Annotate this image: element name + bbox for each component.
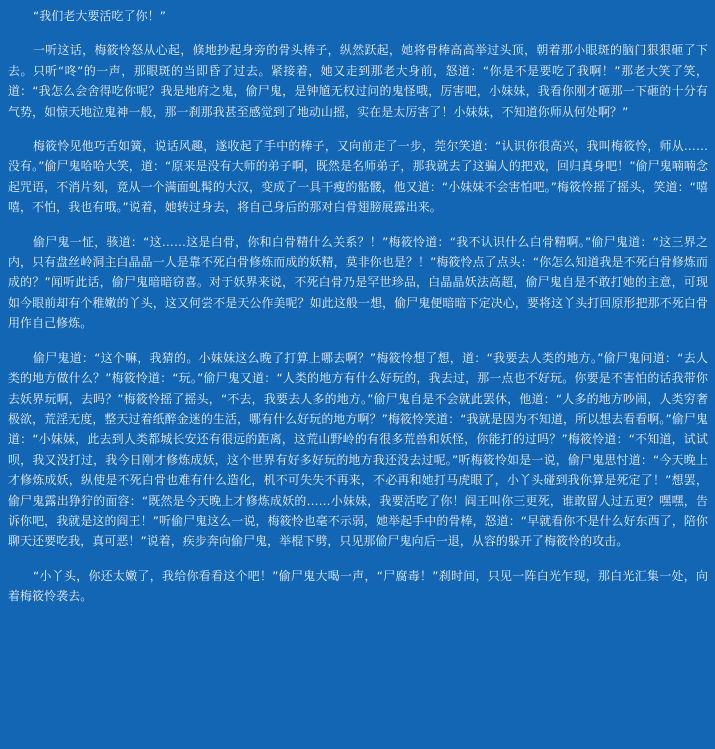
story-paragraph-2: 一听这话，梅筱怜怒从心起，倏地抄起身旁的骨头棒子，纵然跃起，她将骨棒高高举过头顶，朝着那小眼斑的脑门狠狠砸了下去。只听“咚”的一声，那眼斑的当即昏了过去。紧接着，她又走到那老大身前，怒道：“你是不是要吃了我啊！”那老大笑了笑，道：“我怎么会舍得吃你呢？我是地府之鬼，偷尸鬼，是钟馗无权过问的鬼怪哦，厉害吧，小妹妹，我看你刚才砸那一下砸的十分有气势，如惊天地泣鬼神一般，那一刹那我甚至感觉到了地动山摇，实在是太厉害了！小妹妹，不知道你师从何处啊？”	[8, 43, 708, 119]
story-paragraph-4: 偷尸鬼一怔，骇道：“这……这是白骨，你和白骨精什么关系？！”梅筱怜道：“我不认识什么白骨精啊。”偷尸鬼道：“这三界之内，只有盘丝岭洞主白晶晶一人是靠不死白骨修炼而成的妖精，莫非你也是？！”梅筱怜点了点头：“你怎么知道我是不死白骨修炼而成的？”闻听此话，偷尸鬼暗暗窃喜。对于妖界来说，不死白骨乃是罕世珍品，白晶晶妖法高超，偷尸鬼自是不敢打她的主意，可现如今眼前却有个稚嫩的丫头，这又何尝不是天公作美呢？如此这般一想，偷尸鬼便暗暗下定决心，要将这丫头打回原形把那不死白骨用作自己修炼。	[8, 234, 708, 331]
story-paragraph-5: 偷尸鬼道：“这个嘛，我猜的。小妹妹这么晚了打算上哪去啊？”梅筱怜想了想，道：“我要去人类的地方。”偷尸鬼问道：“去人类的地方做什么？”梅筱怜道：“玩。”偷尸鬼又道：“人类的地方有什么好玩的，我去过，那一点也不好玩。你要是不害怕的话我带你去妖界玩啊，去吗？”梅筱怜摇了摇头，“不去，我要去人多的地方。”偷尸鬼自是不会就此罢休，他道：“人多的地方吵闹，人类穷奢极欲，荒淫无度，整天过着纸醉金迷的生活，哪有什么好玩的地方啊？”梅筱怜笑道：“我就是因为不知道，所以想去看看啊。”偷尸鬼道：“小妹妹，此去到人类都城长安还有很远的距离，这荒山野岭的有很多荒兽和妖怪，你能打的过吗？”梅筱怜道：“不知道，试试呗，我又没打过，我今日刚才修炼成妖，这个世界有好多好玩的地方我还没去过呢。”听梅筱怜如是一说，偷尸鬼思忖道：“今天晚上才修炼成妖，纵使是不死白骨也难有什么造化，机不可失失不再来，不必再和她打马虎眼了，小丫头碰到我你算是死定了！”想罢，偷尸鬼露出狰狞的面容：“既然是今天晚上才修炼成妖的……小妹妹，我要活吃了你！阎王叫你三更死，谁敢留人过五更？嘿嘿，告诉你吧，我就是这的阎王！”听偷尸鬼这么一说，梅筱怜也毫不示弱，她举起手中的骨棒，怒道：“早就看你不是什么好东西了，陪你聊天还要吃我，真可恶！”说着，疾步奔向偷尸鬼，举棍下劈，只见那偷尸鬼向后一退，从容的躲开了梅筱怜的攻击。	[8, 350, 708, 549]
story-paragraph-1: “我们老大要活吃了你！”	[33, 9, 167, 23]
story-paragraph-6: “小丫头，你还太嫩了，我给你看看这个吧！”偷尸鬼大喝一声，“尸腐毒！”刹时间，只见一阵白光乍现，那白光汇集一处，向着梅筱怜袭去。	[8, 568, 708, 604]
story-paragraph-3: 梅筱怜见他巧舌如簧，说话风趣，遂收起了手中的棒子，又向前走了一步，莞尔笑道：“认识你很高兴，我叫梅筱怜，师从……没有。”偷尸鬼哈哈大笑，道：“原来是没有大师的弟子啊，既然是名师弟子，那我就去了这骗人的把戏，回归真身吧！”偷尸鬼喃喃念起咒语，不消片刻，竟从一个满面虬髯的大汉，变成了一具干瘦的骷髅，他又道：“小妹妹不会害怕吧。”梅筱怜摇了摇头，笑道：“嘻嘻，不怕，我也有哦。”说着，她转过身去，将自己身后的那对白骨翅膀展露出来。	[8, 139, 708, 215]
